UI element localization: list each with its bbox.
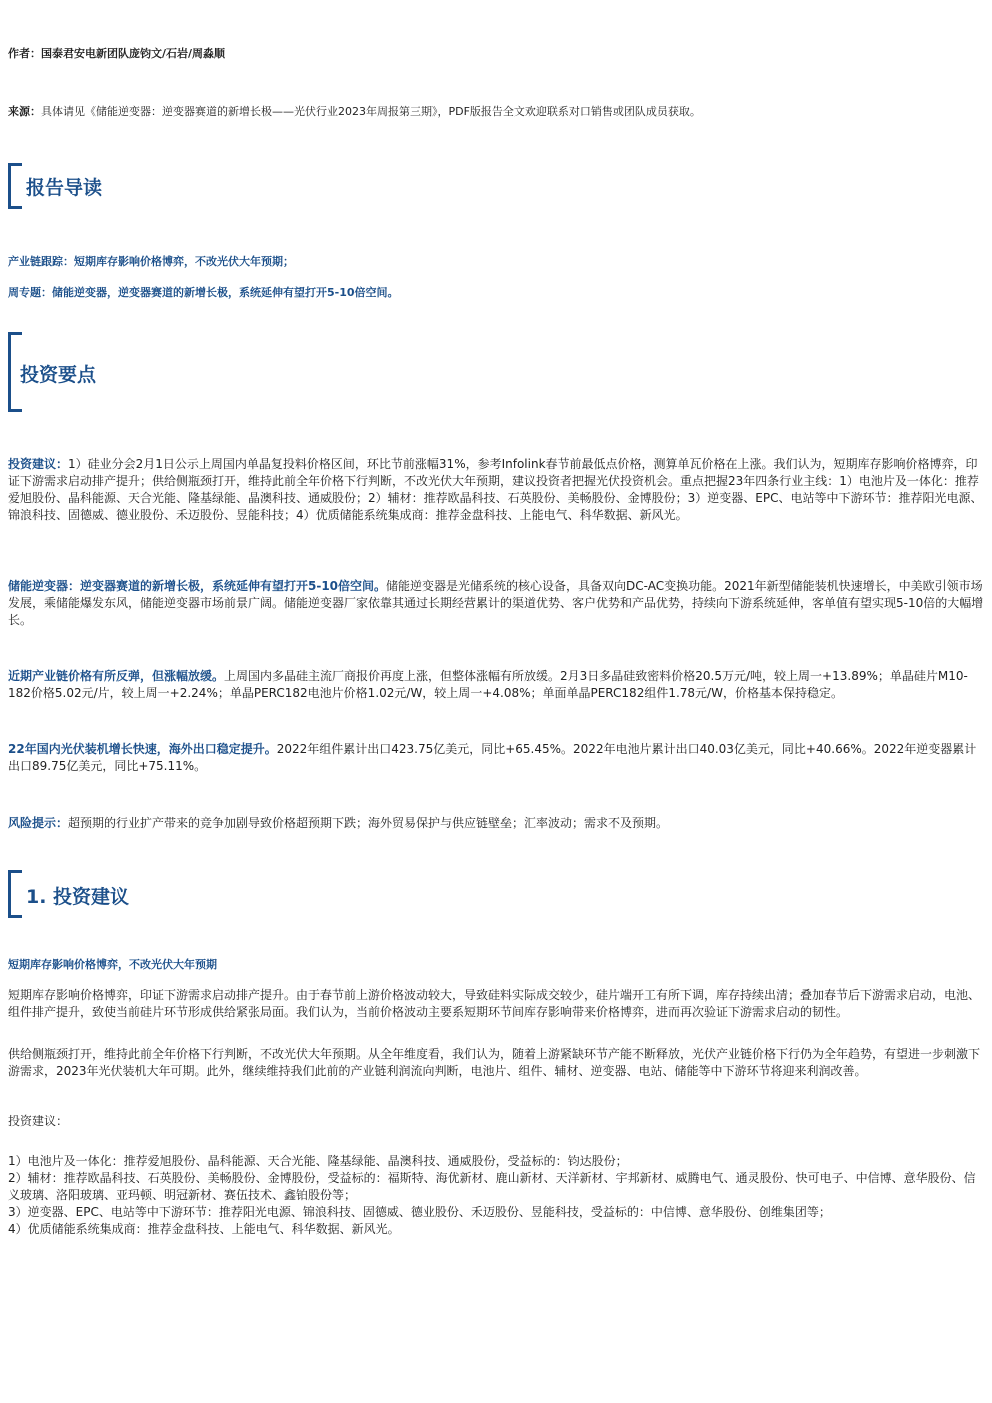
author-label: 作者：	[8, 47, 41, 60]
list-item: 1）电池片及一体化：推荐爱旭股份、晶科能源、天合光能、隆基绿能、晶澳科技、通威股份，受益标的：钧达股份；	[8, 1154, 628, 1168]
points-p2-body: 储能逆变器是光储系统的核心设备，具备双向DC-AC变换功能。2021年新型储能装机快速增长，中美欧引领市场发展，乘储能爆发东风，储能逆变器市场前景广阔。储能逆变器厂家依靠其通过长期经营累计的渠道优势、客户优势和产品优势，持续向下游系统延伸，客单值有望实现5-10倍的大幅增长。	[8, 579, 984, 627]
section-bracket-invest	[8, 870, 22, 918]
author-line	[8, 46, 225, 62]
points-p1-body: 1）硅业分会2月1日公示上周国内单晶复投料价格区间，环比节前涨幅31%，参考Infolink春节前最低点价格，测算单瓦价格在上涨。我们认为，短期库存影响价格博弈，印证下游需求启动排产提升；供给侧瓶颈打开，维持此前全年价格下行判断，不改光伏大年预期，建议投资者把握光伏投资机会。重点把握23年四条行业主线：1）电池片及一体化：推荐爱旭股份、晶科能源、天合光能、隆基绿能、晶澳科技、通威股份；2）辅材：推荐欧晶科技、石英股份、美畅股份、金博股份；3）逆变器、EPC、电站等中下游环节：推荐阳光电源、锦浪科技、固德威、德业股份、禾迈股份、昱能科技；4）优质储能系统集成商：推荐金盘科技、上能电气、科华数据、新风光。	[8, 457, 983, 522]
section-title-invest: 1. 投资建议	[26, 886, 130, 908]
points-p1-lead: 投资建议：	[8, 457, 69, 471]
author-names: 国泰君安电新团队庞钧文/石岩/周淼顺	[41, 47, 226, 60]
invest-advice-list	[8, 1153, 984, 1238]
points-p5-lead: 风险提示：	[8, 816, 69, 830]
points-paragraph-5	[8, 815, 984, 832]
list-item: 4）优质储能系统集成商：推荐金盘科技、上能电气、科华数据、新风光。	[8, 1222, 400, 1236]
invest-paragraph-2: 供给侧瓶颈打开，维持此前全年价格下行判断，不改光伏大年预期。从全年维度看，我们认为，随着上游紧缺环节产能不断释放，光伏产业链价格下行仍为全年趋势，有望进一步刺激下游需求，2023年光伏装机大年可期。此外，继续维持我们此前的产业链利润流向判断，电池片、组件、辅材、逆变器、电站、储能等中下游环节将迎来利润改善。	[8, 1047, 981, 1078]
points-paragraph-1	[8, 456, 984, 524]
points-paragraph-2	[8, 578, 984, 629]
source-line	[8, 104, 984, 120]
guide-line-2: 周专题：储能逆变器，逆变器赛道的新增长极，系统延伸有望打开5-10倍空间。	[8, 286, 399, 299]
points-p5-body: 超预期的行业扩产带来的竞争加剧导致价格超预期下跌；海外贸易保护与供应链壁垒；汇率波动；需求不及预期。	[68, 816, 669, 830]
points-p2-lead: 储能逆变器：逆变器赛道的新增长极，系统延伸有望打开5-10倍空间。	[8, 579, 387, 593]
invest-advice-label: 投资建议：	[8, 1114, 69, 1128]
section-title-points: 投资要点	[20, 364, 97, 386]
source-text: 具体请见《储能逆变器：逆变器赛道的新增长极——光伏行业2023年周报第三期》，PDF版报告全文欢迎联系对口销售或团队成员获取。	[41, 105, 701, 118]
section-title-guide: 报告导读	[26, 177, 103, 199]
guide-line-1: 产业链跟踪：短期库存影响价格博弈，不改光伏大年预期；	[8, 255, 294, 268]
points-p4-body: 2022年组件累计出口423.75亿美元，同比+65.45%。2022年电池片累计出口40.03亿美元，同比+40.66%。2022年逆变器累计出口89.75亿美元，同比+75.11%。	[8, 742, 977, 773]
points-p4-lead: 22年国内光伏装机增长快速，海外出口稳定提升。	[8, 742, 277, 756]
source-label: 来源：	[8, 105, 41, 118]
points-paragraph-4	[8, 741, 984, 775]
invest-subtitle: 短期库存影响价格博弈，不改光伏大年预期	[8, 958, 217, 971]
points-paragraph-3	[8, 668, 984, 702]
invest-paragraph-1: 短期库存影响价格博弈，印证下游需求启动排产提升。由于春节前上游价格波动较大，导致硅料实际成交较少，硅片端开工有所下调，库存持续出清；叠加春节后下游需求启动，电池、组件排产提升，致使当前硅片环节形成供给紧张局面。我们认为，当前价格波动主要系短期环节间库存影响带来价格博弈，进而再次验证下游需求启动的韧性。	[8, 988, 981, 1019]
section-bracket-guide	[8, 163, 22, 209]
points-p3-lead: 近期产业链价格有所反弹，但涨幅放缓。	[8, 669, 225, 683]
points-p3-body: 上周国内多晶硅主流厂商报价再度上涨，但整体涨幅有所放缓。2月3日多晶硅致密料价格20.5万元/吨，较上周一+13.89%；单晶硅片M10-182价格5.02元/片，较上周一+2.24%；单晶PERC182电池片价格1.02元/W，较上周一+4.08%；单面单晶PERC182组件1.78元/W，价格基本保持稳定。	[8, 669, 968, 700]
list-item: 3）逆变器、EPC、电站等中下游环节：推荐阳光电源、锦浪科技、固德威、德业股份、禾迈股份、昱能科技，受益标的：中信博、意华股份、创维集团等；	[8, 1205, 831, 1219]
list-item: 2）辅材：推荐欧晶科技、石英股份、美畅股份、金博股份，受益标的：福斯特、海优新材、鹿山新材、天洋新材、宇邦新材、威腾电气、通灵股份、快可电子、中信博、意华股份、信义玻璃、洛阳玻璃、亚玛顿、明冠新材、赛伍技术、鑫铂股份等；	[8, 1171, 976, 1202]
